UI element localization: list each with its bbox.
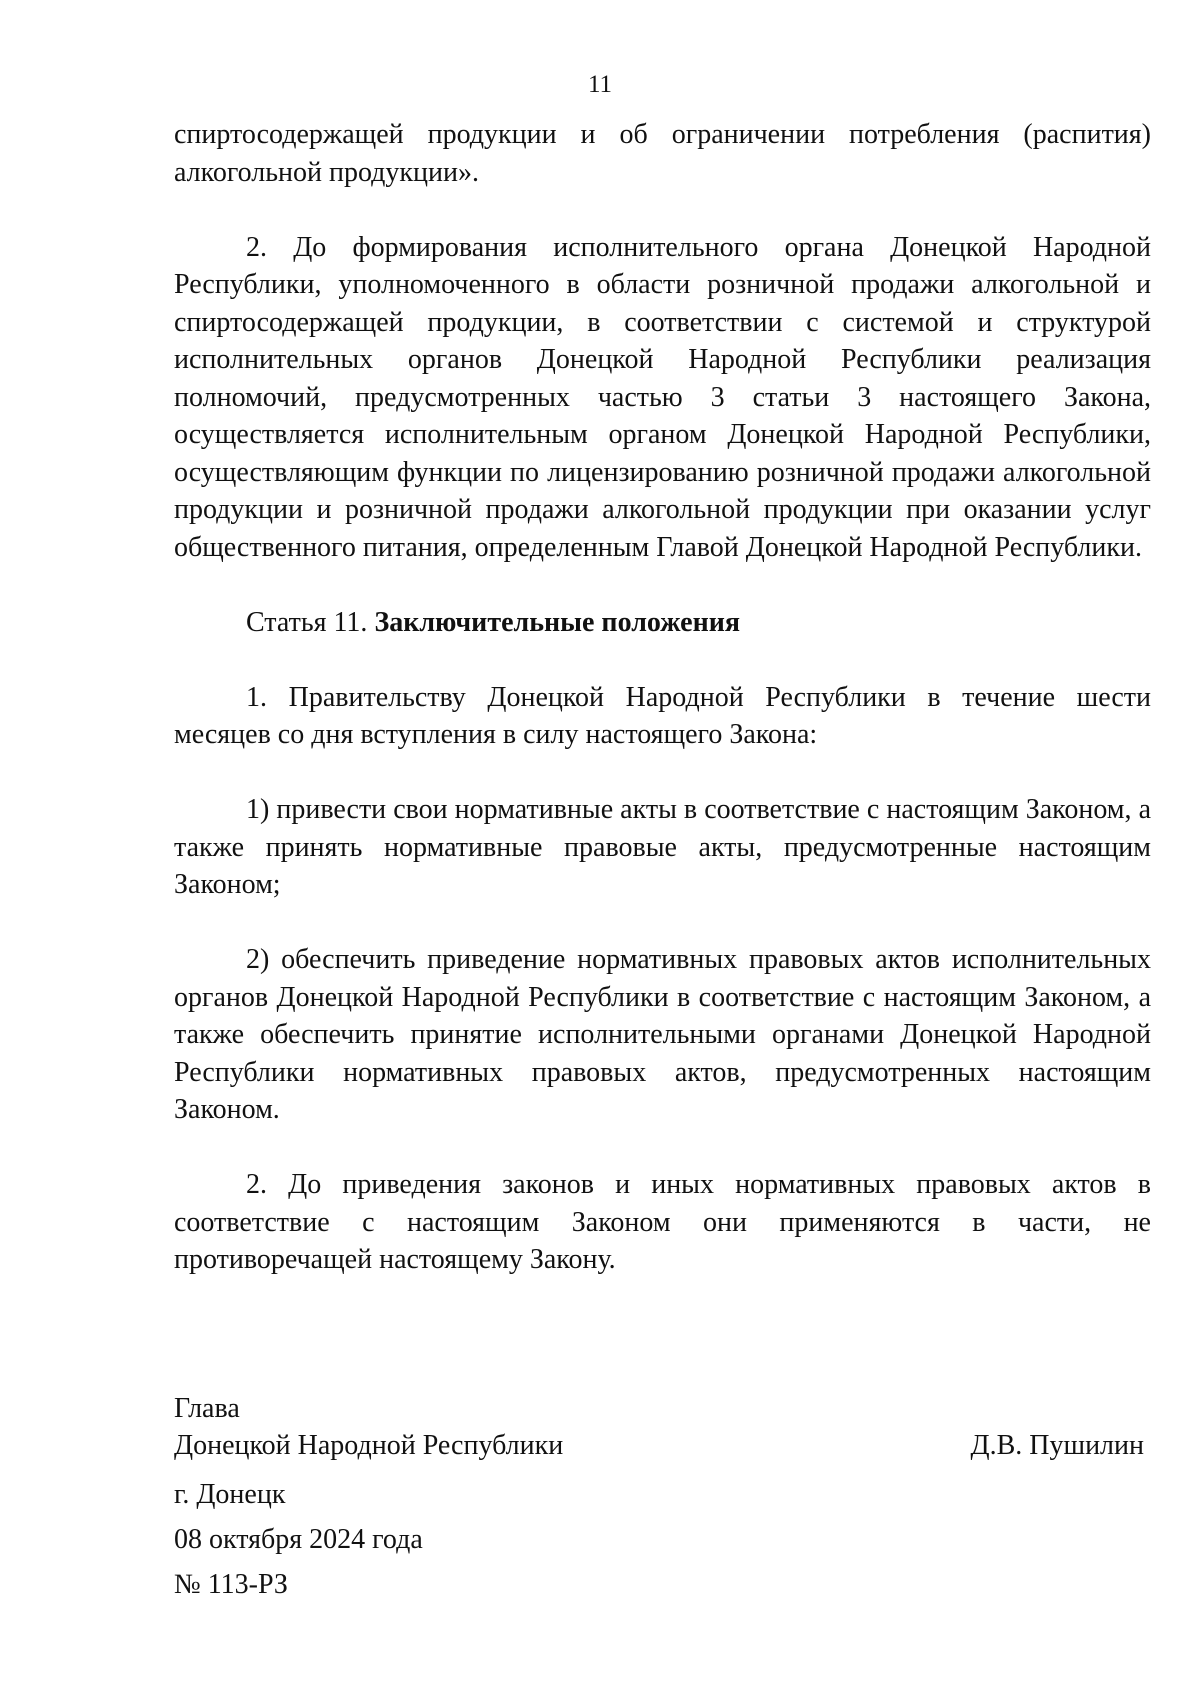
article-label: Статья 11. [246, 606, 368, 638]
signing-date: 08 октября 2024 года [174, 1524, 423, 1555]
signatory-position-line-1: Глава [174, 1393, 240, 1424]
paragraph-intro-continuation: спиртосодержащей продукции и об ограничении потребления (распития) алкогольной продукции». [174, 119, 1151, 188]
signatory-name: Д.В. Пушилин [970, 1430, 1144, 1461]
paragraph-subitem-2: 2) обеспечить приведение нормативных правовых актов исполнительных органов Донецкой Народной Республики в соответствие с настоящим Законом, а также обеспечить принятие исполнительными органами Донецкой Народной Республики нормативных правовых актов, предусмотренных настоящим Законом. [174, 944, 1151, 1125]
signature-block [174, 1390, 1144, 1607]
signature-meta [174, 1472, 1144, 1607]
law-number: № 113-РЗ [174, 1569, 288, 1600]
signatory-row [174, 1427, 1144, 1464]
article-title: Заключительные положения [374, 606, 740, 638]
article-heading [174, 604, 1151, 642]
paragraph-subitem-1: 1) привести свои нормативные акты в соответствие с настоящим Законом, а также принять нормативные правовые акты, предусмотренные настоящим Законом; [174, 794, 1151, 900]
document-body [174, 116, 1151, 1279]
signatory-position-line-2: Донецкой Народной Республики [174, 1430, 564, 1461]
paragraph-transitional-item-2: 2. До формирования исполнительного органа Донецкой Народной Республики, уполномоченного в области розничной продажи алкогольной и спиртосодержащей продукции, в соответствии с системой и структурой исполнительных органов Донецкой Народной Республики реализация полномочий, предусмотренных частью 3 статьи 3 настоящего Закона, осуществляется исполнительным органом Донецкой Народной Республики, осуществляющим функции по лицензированию розничной продажи алкогольной продукции и розничной продажи алкогольной продукции при оказании услуг общественного питания, определенным Главой Донецкой Народной Республики. [174, 231, 1151, 563]
signing-city: г. Донецк [174, 1479, 286, 1510]
paragraph-article-item-2: 2. До приведения законов и иных нормативных правовых актов в соответствие с настоящим Законом они применяются в части, не противоречащей настоящему Закону. [174, 1169, 1151, 1275]
paragraph-article-item-1: 1. Правительству Донецкой Народной Республики в течение шести месяцев со дня вступления в силу настоящего Закона: [174, 681, 1151, 750]
page-number: 11 [587, 71, 613, 98]
